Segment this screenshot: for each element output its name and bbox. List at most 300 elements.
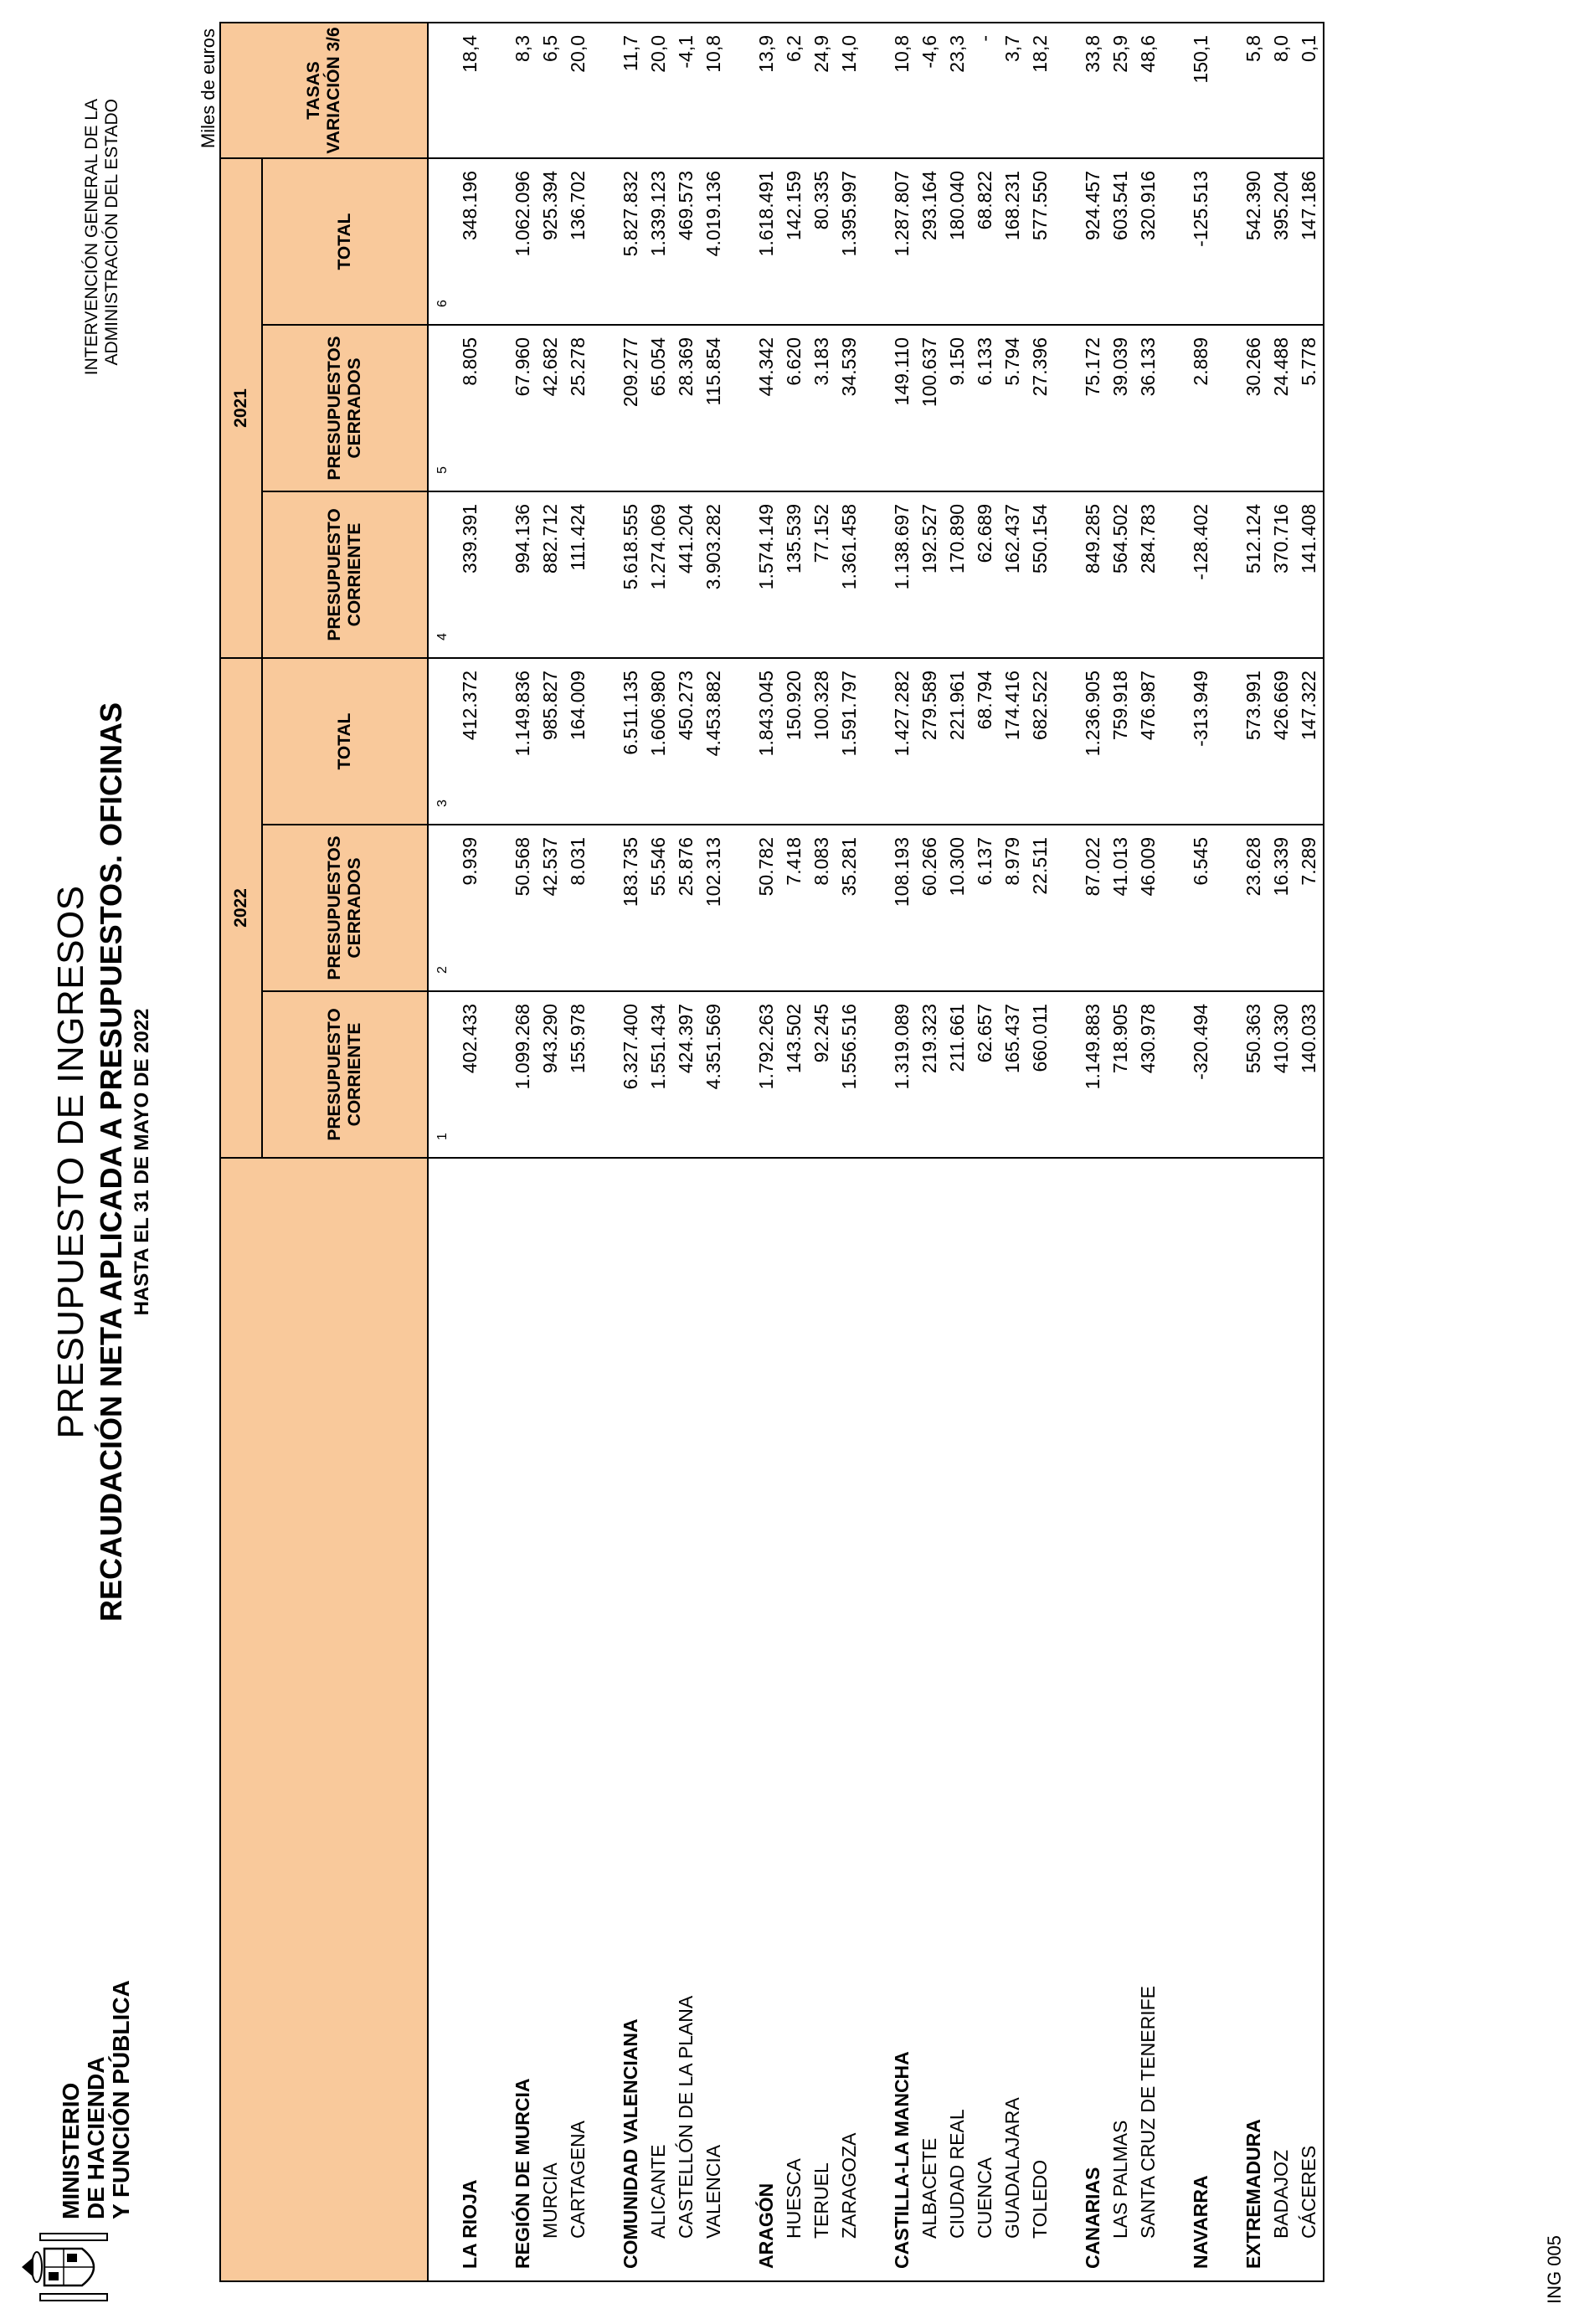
row-label: CUENCA xyxy=(971,1158,999,2281)
value-cell: 1.062.096 xyxy=(509,158,537,325)
value-cell: 48,6 xyxy=(1134,23,1162,158)
empty-cell xyxy=(1215,1158,1240,2281)
empty-cell xyxy=(1054,158,1079,325)
value-cell: 8.083 xyxy=(808,825,836,991)
empty-cell xyxy=(484,658,509,825)
value-cell: 3.903.282 xyxy=(700,491,728,658)
empty-cell xyxy=(1054,825,1079,991)
value-cell: 279.589 xyxy=(916,658,944,825)
value-cell: 550.154 xyxy=(1026,491,1054,658)
value-cell: 924.457 xyxy=(1079,158,1107,325)
empty-cell xyxy=(1215,325,1240,491)
value-cell: 943.290 xyxy=(537,991,564,1158)
value-cell: 25.876 xyxy=(672,825,700,991)
revenue-table xyxy=(219,22,1324,2282)
value-cell: 10,8 xyxy=(700,23,728,158)
agency-line: ADMINISTRACIÓN DEL ESTADO xyxy=(102,99,121,366)
value-cell: 469.573 xyxy=(672,158,700,325)
value-cell: 320.916 xyxy=(1134,158,1162,325)
value-cell: 1.551.434 xyxy=(645,991,672,1158)
value-cell: 9.150 xyxy=(944,325,971,491)
value-cell: 9.939 xyxy=(456,825,484,991)
empty-cell xyxy=(728,325,753,491)
value-cell: 20,0 xyxy=(645,23,672,158)
value-cell: 718.905 xyxy=(1107,991,1134,1158)
value-cell: 68.822 xyxy=(971,158,999,325)
empty-cell xyxy=(1215,658,1240,825)
province-row xyxy=(836,23,863,2281)
empty-cell xyxy=(484,991,509,1158)
value-cell: 30.266 xyxy=(1240,325,1268,491)
value-cell: 284.783 xyxy=(1134,491,1162,658)
empty-cell xyxy=(1162,325,1187,491)
province-row xyxy=(916,23,944,2281)
value-cell: 147.322 xyxy=(1295,658,1324,825)
value-cell: 2.889 xyxy=(1187,325,1215,491)
value-cell: -4,6 xyxy=(916,23,944,158)
value-cell: 25.278 xyxy=(564,325,592,491)
ministry-line: DE HACIENDA xyxy=(83,2056,109,2219)
row-label: LAS PALMAS xyxy=(1107,1158,1134,2281)
value-cell: 1.236.905 xyxy=(1079,658,1107,825)
row-label: GUADALAJARA xyxy=(999,1158,1026,2281)
value-cell: 50.782 xyxy=(753,825,780,991)
empty-cell xyxy=(592,158,617,325)
value-cell: 87.022 xyxy=(1079,825,1107,991)
value-cell: 450.273 xyxy=(672,658,700,825)
value-cell: 1.138.697 xyxy=(888,491,916,658)
row-label: NAVARRA xyxy=(1187,1158,1215,2281)
value-cell: 149.110 xyxy=(888,325,916,491)
value-cell: 35.281 xyxy=(836,825,863,991)
value-cell: 27.396 xyxy=(1026,325,1054,491)
value-cell: 8.979 xyxy=(999,825,1026,991)
empty-cell xyxy=(592,23,617,158)
value-cell: 1.339.123 xyxy=(645,158,672,325)
value-cell: 11,7 xyxy=(617,23,645,158)
value-cell: 6.545 xyxy=(1187,825,1215,991)
value-cell: 6,2 xyxy=(780,23,808,158)
document-code: ING 005 xyxy=(1544,2235,1565,2304)
empty-cell xyxy=(592,658,617,825)
value-cell: 395.204 xyxy=(1268,158,1295,325)
value-cell: 849.285 xyxy=(1079,491,1107,658)
value-cell: 10,8 xyxy=(888,23,916,158)
empty-cell xyxy=(728,491,753,658)
row-label: ZARAGOZA xyxy=(836,1158,863,2281)
empty-cell xyxy=(1162,1158,1187,2281)
value-cell: 164.009 xyxy=(564,658,592,825)
col-header-total: TOTAL xyxy=(262,658,428,825)
date-line: HASTA EL 31 DE MAYO DE 2022 xyxy=(131,1008,153,1316)
value-cell: 985.827 xyxy=(537,658,564,825)
value-cell: 55.546 xyxy=(645,825,672,991)
province-row xyxy=(1134,23,1162,2281)
empty-cell xyxy=(1215,991,1240,1158)
value-cell: 18,2 xyxy=(1026,23,1054,158)
empty-cell xyxy=(728,23,753,158)
empty-cell xyxy=(863,991,888,1158)
agency-name xyxy=(82,99,122,375)
row-label: HUESCA xyxy=(780,1158,808,2281)
value-cell: 36.133 xyxy=(1134,325,1162,491)
spacer-row xyxy=(1054,23,1079,2281)
value-cell: 143.502 xyxy=(780,991,808,1158)
row-label: COMUNIDAD VALENCIANA xyxy=(617,1158,645,2281)
value-cell: 20,0 xyxy=(564,23,592,158)
value-cell: - xyxy=(971,23,999,158)
region-row xyxy=(1187,23,1215,2281)
table-body xyxy=(428,23,1324,2281)
value-cell: 25,9 xyxy=(1107,23,1134,158)
empty-cell xyxy=(1054,658,1079,825)
empty-cell xyxy=(428,23,456,158)
value-cell: 1.843.045 xyxy=(753,658,780,825)
column-number: 4 xyxy=(428,491,456,658)
province-row xyxy=(1295,23,1324,2281)
value-cell: 410.330 xyxy=(1268,991,1295,1158)
empty-cell xyxy=(728,158,753,325)
province-row xyxy=(700,23,728,2281)
value-cell: 10.300 xyxy=(944,825,971,991)
empty-cell xyxy=(1054,491,1079,658)
value-cell: 370.716 xyxy=(1268,491,1295,658)
empty-cell xyxy=(1162,23,1187,158)
empty-cell xyxy=(863,491,888,658)
value-cell: 1.274.069 xyxy=(645,491,672,658)
spacer-row xyxy=(728,23,753,2281)
value-cell: 402.433 xyxy=(456,991,484,1158)
value-cell: -128.402 xyxy=(1187,491,1215,658)
empty-cell xyxy=(1162,658,1187,825)
column-number: 5 xyxy=(428,325,456,491)
row-label: LA RIOJA xyxy=(456,1158,484,2281)
col-header-cerrados: PRESUPUESTOS CERRADOS xyxy=(262,825,428,991)
empty-cell xyxy=(1162,158,1187,325)
column-number: 3 xyxy=(428,658,456,825)
region-row xyxy=(1079,23,1107,2281)
value-cell: 1.395.997 xyxy=(836,158,863,325)
value-cell: 24,9 xyxy=(808,23,836,158)
empty-cell xyxy=(592,825,617,991)
value-cell: 100.328 xyxy=(808,658,836,825)
value-cell: 293.164 xyxy=(916,158,944,325)
page-subtitle: RECAUDACIÓN NETA APLICADA A PRESUPUESTOS. OFICINAS xyxy=(94,702,128,1622)
value-cell: 3,7 xyxy=(999,23,1026,158)
value-cell: 183.735 xyxy=(617,825,645,991)
region-row xyxy=(509,23,537,2281)
value-cell: 603.541 xyxy=(1107,158,1134,325)
value-cell: 7.289 xyxy=(1295,825,1324,991)
province-row xyxy=(780,23,808,2281)
value-cell: 430.978 xyxy=(1134,991,1162,1158)
value-cell: 162.437 xyxy=(999,491,1026,658)
row-label: MURCIA xyxy=(537,1158,564,2281)
page-title: PRESUPUESTO DE INGRESOS xyxy=(50,885,91,1439)
empty-cell xyxy=(592,1158,617,2281)
province-row xyxy=(1107,23,1134,2281)
empty-cell xyxy=(484,158,509,325)
value-cell: 1.149.836 xyxy=(509,658,537,825)
value-cell: -125.513 xyxy=(1187,158,1215,325)
value-cell: 1.427.282 xyxy=(888,658,916,825)
value-cell: 75.172 xyxy=(1079,325,1107,491)
province-row xyxy=(1268,23,1295,2281)
empty-cell xyxy=(728,991,753,1158)
value-cell: 18,4 xyxy=(456,23,484,158)
empty-cell xyxy=(1054,1158,1079,2281)
row-label: CIUDAD REAL xyxy=(944,1158,971,2281)
value-cell: 3.183 xyxy=(808,325,836,491)
value-cell: 8.805 xyxy=(456,325,484,491)
header-corner xyxy=(220,1158,428,2281)
row-label: CÁCERES xyxy=(1295,1158,1324,2281)
value-cell: 994.136 xyxy=(509,491,537,658)
empty-cell xyxy=(728,825,753,991)
value-cell: 14,0 xyxy=(836,23,863,158)
province-row xyxy=(944,23,971,2281)
empty-cell xyxy=(863,1158,888,2281)
empty-cell xyxy=(484,23,509,158)
units-label: Miles de euros xyxy=(198,28,219,149)
province-row xyxy=(971,23,999,2281)
value-cell: 136.702 xyxy=(564,158,592,325)
empty-cell xyxy=(1054,991,1079,1158)
value-cell: 140.033 xyxy=(1295,991,1324,1158)
value-cell: 5.827.832 xyxy=(617,158,645,325)
row-label: ALBACETE xyxy=(916,1158,944,2281)
empty-cell xyxy=(1215,158,1240,325)
value-cell: 682.522 xyxy=(1026,658,1054,825)
empty-cell xyxy=(863,825,888,991)
value-cell: 170.890 xyxy=(944,491,971,658)
column-number: 2 xyxy=(428,825,456,991)
value-cell: 550.363 xyxy=(1240,991,1268,1158)
province-row xyxy=(808,23,836,2281)
empty-cell xyxy=(592,991,617,1158)
value-cell: 68.794 xyxy=(971,658,999,825)
value-cell: 6.327.400 xyxy=(617,991,645,1158)
province-row xyxy=(1026,23,1054,2281)
value-cell: 44.342 xyxy=(753,325,780,491)
empty-cell xyxy=(1162,991,1187,1158)
value-cell: 23,3 xyxy=(944,23,971,158)
row-label: ARAGÓN xyxy=(753,1158,780,2281)
empty-cell xyxy=(1215,23,1240,158)
ministry-line: Y FUNCIÓN PÚBLICA xyxy=(108,1980,134,2219)
value-cell: 882.712 xyxy=(537,491,564,658)
col-header-corriente: PRESUPUESTO CORRIENTE xyxy=(262,491,428,658)
value-cell: 925.394 xyxy=(537,158,564,325)
row-label: VALENCIA xyxy=(700,1158,728,2281)
spacer-row xyxy=(863,23,888,2281)
value-cell: 476.987 xyxy=(1134,658,1162,825)
value-cell: 1.556.516 xyxy=(836,991,863,1158)
region-row xyxy=(617,23,645,2281)
value-cell: 7.418 xyxy=(780,825,808,991)
empty-cell xyxy=(728,658,753,825)
value-cell: 62.689 xyxy=(971,491,999,658)
province-row xyxy=(672,23,700,2281)
value-cell: 60.266 xyxy=(916,825,944,991)
province-row xyxy=(999,23,1026,2281)
value-cell: 108.193 xyxy=(888,825,916,991)
value-cell: 6.620 xyxy=(780,325,808,491)
spacer-row xyxy=(1215,23,1240,2281)
year-header-2022: 2022 xyxy=(220,658,262,1158)
value-cell: -320.494 xyxy=(1187,991,1215,1158)
empty-cell xyxy=(1054,325,1079,491)
empty-cell xyxy=(592,325,617,491)
spacer-row xyxy=(1162,23,1187,2281)
value-cell: 6.137 xyxy=(971,825,999,991)
col-header-total: TOTAL xyxy=(262,158,428,325)
value-cell: 28.369 xyxy=(672,325,700,491)
value-cell: 542.390 xyxy=(1240,158,1268,325)
value-cell: 573.991 xyxy=(1240,658,1268,825)
province-row xyxy=(564,23,592,2281)
value-cell: 4.351.569 xyxy=(700,991,728,1158)
value-cell: 100.637 xyxy=(916,325,944,491)
value-cell: 348.196 xyxy=(456,158,484,325)
empty-cell xyxy=(1054,23,1079,158)
value-cell: 412.372 xyxy=(456,658,484,825)
value-cell: 50.568 xyxy=(509,825,537,991)
value-cell: 209.277 xyxy=(617,325,645,491)
value-cell: 564.502 xyxy=(1107,491,1134,658)
value-cell: 211.661 xyxy=(944,991,971,1158)
value-cell: 80.335 xyxy=(808,158,836,325)
value-cell: 42.537 xyxy=(537,825,564,991)
empty-cell xyxy=(484,325,509,491)
value-cell: 92.245 xyxy=(808,991,836,1158)
column-number: 6 xyxy=(428,158,456,325)
row-label: SANTA CRUZ DE TENERIFE xyxy=(1134,1158,1162,2281)
value-cell: 424.397 xyxy=(672,991,700,1158)
value-cell: 426.669 xyxy=(1268,658,1295,825)
empty-cell xyxy=(863,158,888,325)
region-row xyxy=(1240,23,1268,2281)
column-number-row xyxy=(428,23,456,2281)
value-cell: 67.960 xyxy=(509,325,537,491)
value-cell: 141.408 xyxy=(1295,491,1324,658)
value-cell: 42.682 xyxy=(537,325,564,491)
row-label: ALICANTE xyxy=(645,1158,672,2281)
empty-cell xyxy=(863,658,888,825)
agency-line: INTERVENCIÓN GENERAL DE LA xyxy=(82,99,101,376)
value-cell: -313.949 xyxy=(1187,658,1215,825)
value-cell: 4.453.882 xyxy=(700,658,728,825)
empty-cell xyxy=(863,23,888,158)
value-cell: 46.009 xyxy=(1134,825,1162,991)
value-cell: 165.437 xyxy=(999,991,1026,1158)
empty-cell xyxy=(592,491,617,658)
value-cell: 8,0 xyxy=(1268,23,1295,158)
value-cell: -4,1 xyxy=(672,23,700,158)
value-cell: 6.133 xyxy=(971,325,999,491)
year-header-2021: 2021 xyxy=(220,158,262,658)
value-cell: 8.031 xyxy=(564,825,592,991)
region-row xyxy=(753,23,780,2281)
value-cell: 5.778 xyxy=(1295,325,1324,491)
value-cell: 150,1 xyxy=(1187,23,1215,158)
value-cell: 1.319.089 xyxy=(888,991,916,1158)
region-row xyxy=(888,23,916,2281)
ministry-line: MINISTERIO xyxy=(58,2082,84,2219)
empty-cell xyxy=(1162,491,1187,658)
province-row xyxy=(645,23,672,2281)
empty-cell xyxy=(1215,825,1240,991)
column-number: 1 xyxy=(428,991,456,1158)
value-cell: 6.511.135 xyxy=(617,658,645,825)
value-cell: 13,9 xyxy=(753,23,780,158)
empty-cell xyxy=(1215,491,1240,658)
value-cell: 759.918 xyxy=(1107,658,1134,825)
value-cell: 142.159 xyxy=(780,158,808,325)
row-label: TOLEDO xyxy=(1026,1158,1054,2281)
value-cell: 168.231 xyxy=(999,158,1026,325)
value-cell: 135.539 xyxy=(780,491,808,658)
value-cell: 8,3 xyxy=(509,23,537,158)
value-cell: 77.152 xyxy=(808,491,836,658)
row-label: CASTELLÓN DE LA PLANA xyxy=(672,1158,700,2281)
col-header-cerrados: PRESUPUESTOS CERRADOS xyxy=(262,325,428,491)
value-cell: 150.920 xyxy=(780,658,808,825)
value-cell: 111.424 xyxy=(564,491,592,658)
empty-cell xyxy=(1162,825,1187,991)
value-cell: 1.099.268 xyxy=(509,991,537,1158)
spacer-row xyxy=(484,23,509,2281)
row-label: REGIÓN DE MURCIA xyxy=(509,1158,537,2281)
empty-cell xyxy=(428,1158,456,2281)
value-cell: 1.618.491 xyxy=(753,158,780,325)
value-cell: 5.794 xyxy=(999,325,1026,491)
row-label: CANARIAS xyxy=(1079,1158,1107,2281)
value-cell: 660.011 xyxy=(1026,991,1054,1158)
tasas-header: TASAS VARIACIÓN 3/6 xyxy=(220,23,428,158)
value-cell: 34.539 xyxy=(836,325,863,491)
value-cell: 102.313 xyxy=(700,825,728,991)
province-row xyxy=(537,23,564,2281)
value-cell: 65.054 xyxy=(645,325,672,491)
value-cell: 441.204 xyxy=(672,491,700,658)
empty-cell xyxy=(484,825,509,991)
region-row xyxy=(456,23,484,2281)
spacer-row xyxy=(592,23,617,2281)
value-cell: 62.657 xyxy=(971,991,999,1158)
value-cell: 512.124 xyxy=(1240,491,1268,658)
value-cell: 6,5 xyxy=(537,23,564,158)
value-cell: 1.574.149 xyxy=(753,491,780,658)
value-cell: 577.550 xyxy=(1026,158,1054,325)
row-label: CASTILLA-LA MANCHA xyxy=(888,1158,916,2281)
value-cell: 1.591.797 xyxy=(836,658,863,825)
value-cell: 24.488 xyxy=(1268,325,1295,491)
value-cell: 1.792.263 xyxy=(753,991,780,1158)
row-label: TERUEL xyxy=(808,1158,836,2281)
value-cell: 5.618.555 xyxy=(617,491,645,658)
value-cell: 180.040 xyxy=(944,158,971,325)
row-label: CARTAGENA xyxy=(564,1158,592,2281)
row-label: BADAJOZ xyxy=(1268,1158,1295,2281)
col-header-corriente: PRESUPUESTO CORRIENTE xyxy=(262,991,428,1158)
value-cell: 192.527 xyxy=(916,491,944,658)
value-cell: 39.039 xyxy=(1107,325,1134,491)
value-cell: 22.511 xyxy=(1026,825,1054,991)
value-cell: 33,8 xyxy=(1079,23,1107,158)
value-cell: 115.854 xyxy=(700,325,728,491)
value-cell: 219.323 xyxy=(916,991,944,1158)
